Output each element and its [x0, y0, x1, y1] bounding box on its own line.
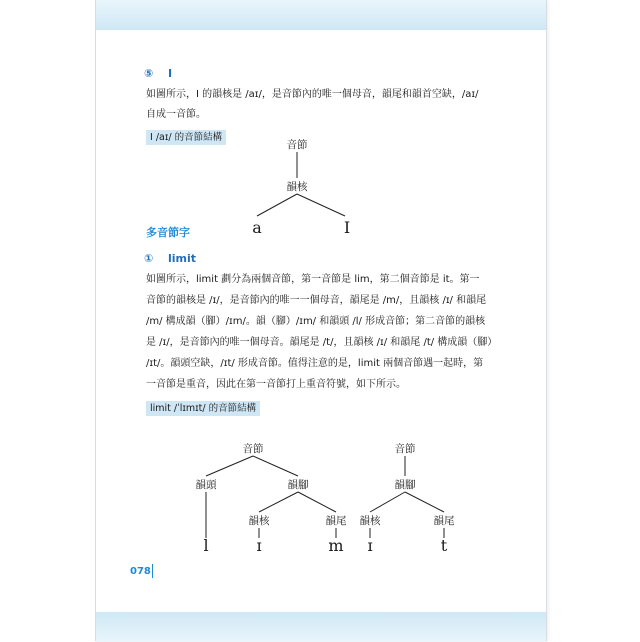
multi-syllable-heading: 多音節字: [146, 226, 190, 239]
tree-2-nucleus: 韻核: [359, 515, 381, 527]
tree-5-root: 音節: [286, 139, 308, 151]
page-number: 078: [130, 566, 151, 577]
tree-1-leaf-i: ɪ: [256, 536, 262, 555]
section-5-marker: ⑤: [144, 67, 154, 80]
tree-2-leaf-t: t: [440, 536, 448, 555]
top-band: [96, 0, 546, 30]
tree-5-leaf-i: I: [343, 218, 351, 237]
tree-1-leaf-l: l: [203, 536, 209, 555]
tree-1-root: 音節: [242, 443, 264, 455]
bottom-band: [96, 612, 546, 642]
section-1-line-3: /m/ 構成韻（腳）/ɪm/。韻（腳）/ɪm/ 和韻頭 /l/ 形成音節；第二音節的韻核: [146, 316, 486, 327]
section-1-line-4: 是 /ɪ/，是音節內的唯一個母音。韻尾是 /t/，且韻核 /ɪ/ 和韻尾 /t/ 構成韻（腳）: [146, 337, 498, 348]
page-number-bar: [152, 564, 153, 578]
section-1-marker: ①: [144, 252, 154, 265]
tree-5-leaf-a: a: [252, 218, 262, 237]
tree-2-coda: 韻尾: [433, 515, 455, 527]
section-5-line-1: 如圖所示，I 的韻核是 /aɪ/，是音節內的唯一個母音，韻尾和韻首空缺，/aɪ/: [146, 89, 479, 100]
section-5-caption: I /aɪ/ 的音節結構: [146, 130, 226, 145]
section-1-line-1: 如圖所示，limit 劃分為兩個音節，第一音節是 lim，第二個音節是 it。第一: [146, 274, 480, 285]
tree-2-root: 音節: [394, 443, 416, 455]
section-1-caption: limit /ˈlɪmɪt/ 的音節結構: [146, 401, 260, 416]
section-1-word: limit: [168, 252, 197, 265]
tree-2-rhyme: 韻腳: [394, 479, 416, 491]
section-1-line-5: /ɪt/。韻頭空缺，/ɪt/ 形成音節。值得注意的是，limit 兩個音節遇一起時，第: [146, 358, 484, 369]
section-5-word: I: [168, 67, 173, 80]
tree-1-onset: 韻頭: [195, 479, 217, 491]
tree-1-rhyme: 韻腳: [287, 479, 309, 491]
section-1-line-6: 一音節是重音，因此在第一音節打上重音符號，如下所示。: [146, 379, 406, 390]
tree-1-coda: 韻尾: [325, 515, 347, 527]
tree-1-leaf-m: m: [328, 536, 344, 555]
tree-2-leaf-i: ɪ: [367, 536, 373, 555]
section-5-line-2: 自成一音節。: [146, 109, 206, 120]
tree-5-nucleus: 韻核: [286, 181, 308, 193]
section-1-line-2: 音節的韻核是 /ɪ/，是音節內的唯一一個母音，韻尾是 /m/，且韻核 /ɪ/ 和韻尾: [146, 295, 487, 306]
tree-1-nucleus: 韻核: [248, 515, 270, 527]
